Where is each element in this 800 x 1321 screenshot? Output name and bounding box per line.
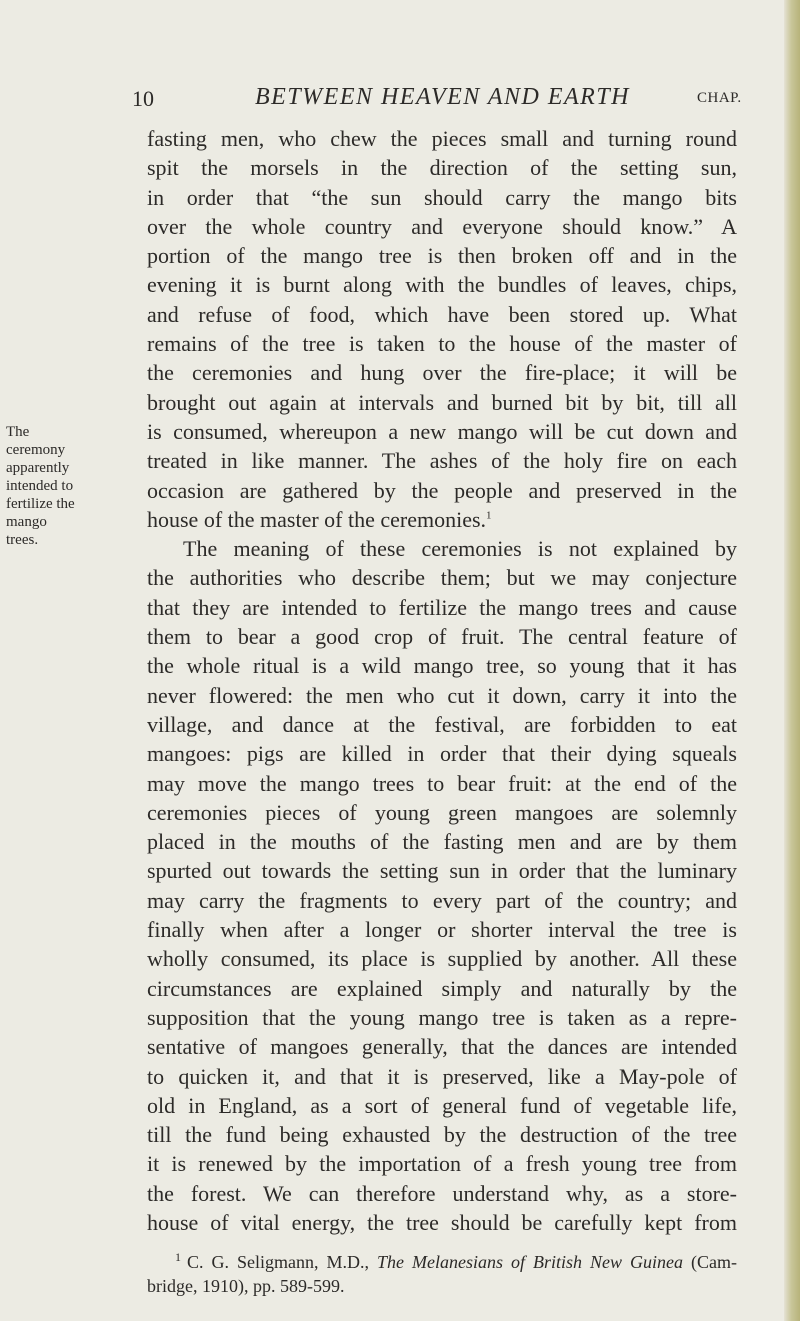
footnote-rest: (Cam- [691, 1252, 737, 1272]
margin-note-line: ceremony [6, 442, 66, 458]
footnote [147, 1250, 737, 1298]
text-line: house of vital energy, the tree should be carefully kept from [147, 1209, 737, 1235]
running-title: BETWEEN HEAVEN AND EARTH [255, 84, 630, 110]
text-line: the whole ritual is a wild mango tree, so young that it has [147, 653, 737, 679]
footnote-author: C. G. Seligmann, M.D., [187, 1252, 370, 1272]
text-line: and refuse of food, which have been stored up. What [147, 301, 737, 327]
text-line: mangoes: pigs are killed in order that their dying squeals [147, 741, 737, 767]
text-line: the forest. We can therefore understand why, as a store- [147, 1180, 737, 1206]
text-line: treated in like manner. The ashes of the holy fire on each [147, 448, 737, 474]
margin-note-line: intended to [6, 478, 74, 494]
text-line: supposition that the young mango tree is taken as a repre- [147, 1004, 737, 1030]
footnote-title: The Melanesians of British New Guinea [377, 1252, 684, 1272]
text-line: sentative of mangoes generally, that the dances are intended [147, 1034, 737, 1060]
text-line: circumstances are explained simply and naturally by the [147, 975, 737, 1001]
text-line: over the whole country and everyone should know.” A [147, 213, 737, 239]
text-line: The meaning of these ceremonies is not explained by [183, 536, 737, 562]
page-edge [784, 0, 800, 1321]
margin-note-line: mango [6, 514, 47, 530]
text-line: remains of the tree is taken to the house of the master of [147, 331, 737, 357]
text-line: occasion are gathered by the people and preserved in the [147, 477, 737, 503]
text-line: evening it is burnt along with the bundles of leaves, chips, [147, 272, 737, 298]
text-line: placed in the mouths of the fasting men and are by them [147, 829, 737, 855]
text-line: brought out again at intervals and burned bit by bit, till all [147, 389, 737, 415]
running-header [0, 80, 800, 110]
text-line: them to bear a good crop of fruit. The central feature of [147, 624, 737, 650]
text-line: may carry the fragments to every part of the country; and [147, 887, 737, 913]
text-line: in order that “the sun should carry the mango bits [147, 184, 737, 210]
text-line: fasting men, who chew the pieces small and turning round [147, 126, 737, 151]
text-line: old in England, as a sort of general fund of vegetable life, [147, 1092, 737, 1118]
text-line: wholly consumed, its place is supplied by another. All these [147, 946, 737, 972]
text-line: till the fund being exhausted by the destruction of the tree [147, 1122, 737, 1148]
footnote-reference: 1 [486, 509, 492, 522]
margin-note-line: fertilize the [6, 496, 75, 512]
chapter-label: CHAP. [697, 90, 742, 106]
footnote-line [147, 1250, 737, 1274]
text-line: may move the mango trees to bear fruit: at the end of the [147, 770, 737, 796]
page-number: 10 [132, 86, 154, 111]
text-line: it is renewed by the importation of a fresh young tree from [147, 1151, 737, 1177]
text-line: never flowered: the men who cut it down, carry it into the [147, 682, 737, 708]
margin-note-line: trees. [6, 532, 39, 548]
text-line: the authorities who describe them; but we may conjecture [147, 565, 737, 591]
text-line [147, 505, 737, 534]
text-line: portion of the mango tree is then broken off and in the [147, 243, 737, 269]
margin-note-line: The [6, 424, 30, 440]
body-text [147, 124, 737, 1237]
footnote-marker: 1 [175, 1250, 181, 1264]
text-line: the ceremonies and hung over the fire-place; it will be [147, 360, 737, 386]
text-line: to quicken it, and that it is preserved, like a May-pole of [147, 1063, 737, 1089]
text-line: spit the morsels in the direction of the setting sun, [147, 155, 737, 181]
text-line-content: house of the master of the ceremonies. [147, 506, 487, 532]
text-line: is consumed, whereupon a new mango will be cut down and [147, 418, 737, 444]
text-line: that they are intended to fertilize the mango trees and cause [147, 594, 737, 620]
text-line: spurted out towards the setting sun in order that the luminary [147, 858, 737, 884]
margin-note [6, 423, 116, 549]
text-line: ceremonies pieces of young green mangoes are solemnly [147, 799, 737, 825]
margin-note-line: apparently [6, 460, 70, 476]
footnote-line: bridge, 1910), pp. 589-599. [147, 1276, 345, 1296]
text-line: finally when after a longer or shorter interval the tree is [147, 917, 737, 943]
text-line: village, and dance at the festival, are forbidden to eat [147, 711, 737, 737]
